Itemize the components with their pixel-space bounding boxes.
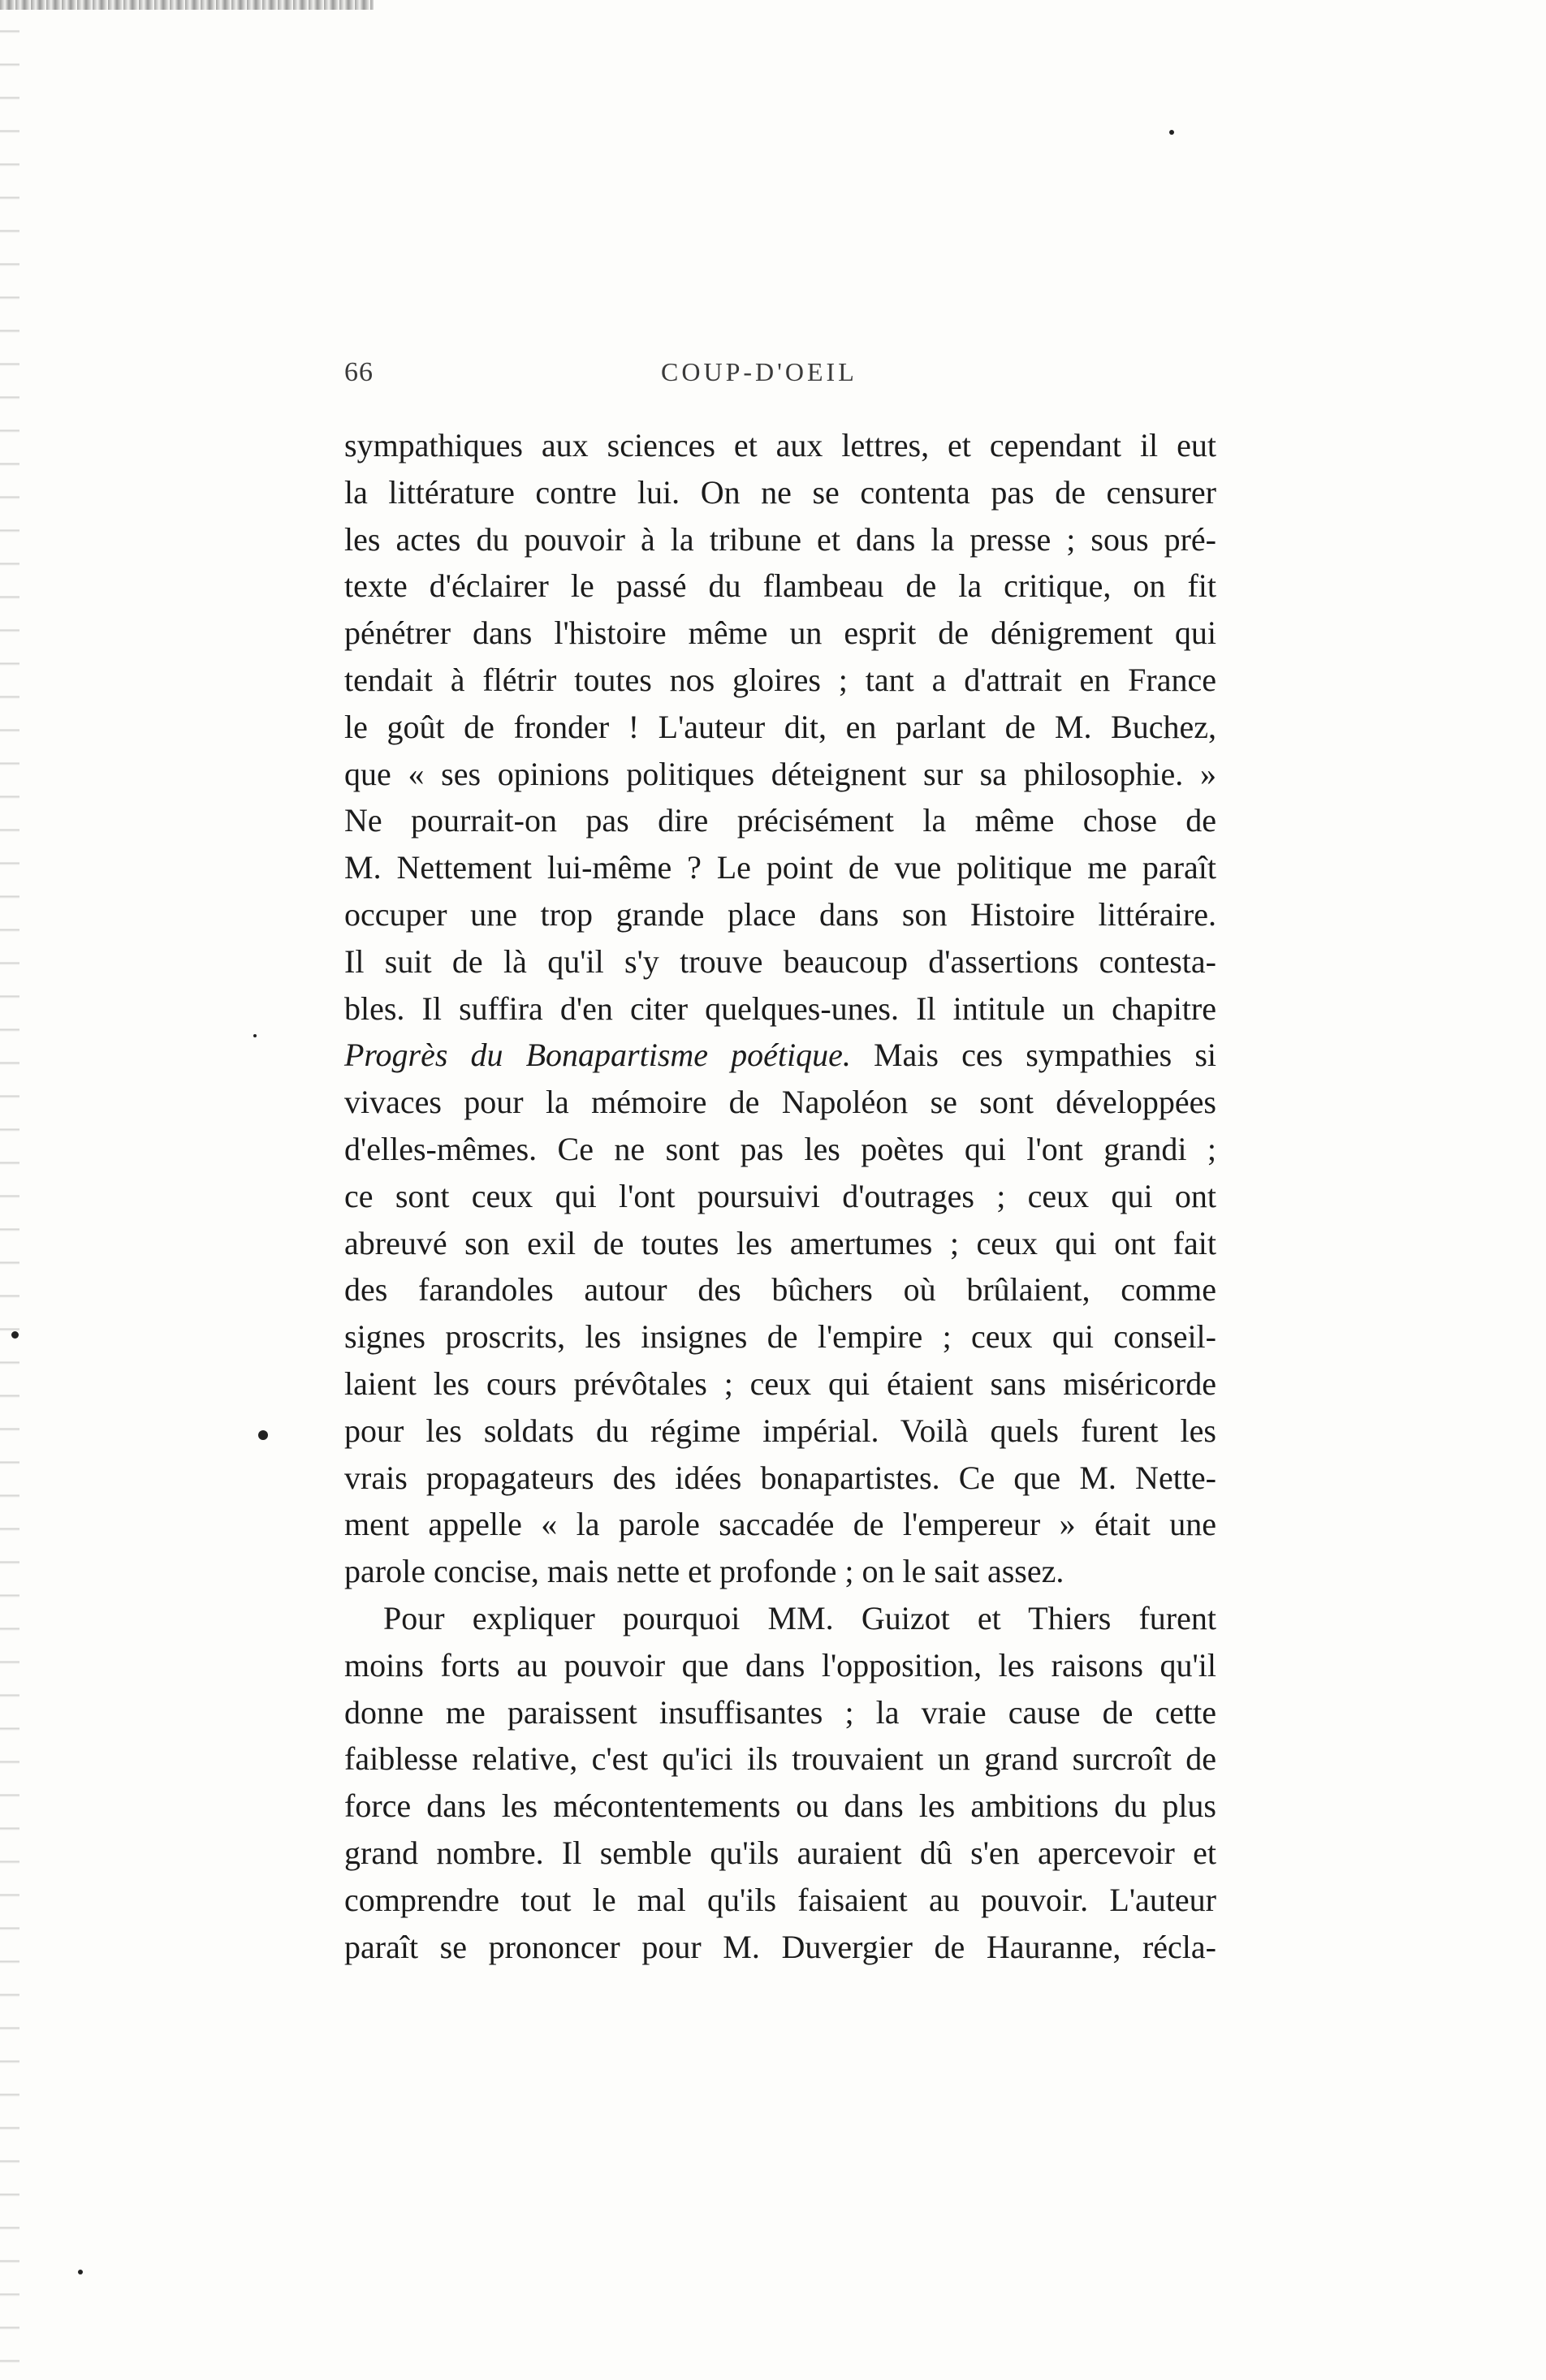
text-line: parole concise, mais nette et profonde ; on le sait assez. [344, 1553, 1064, 1590]
text-line: sympathiques aux sciences et aux lettres, et cependant il eut [344, 427, 1216, 463]
text-line: laient les cours prévôtales ; ceux qui étaient sans miséricorde [344, 1365, 1216, 1402]
text-line: Ne pourrait-on pas dire précisément la même chose de [344, 802, 1216, 839]
text-line: abreuvé son exil de toutes les amertumes ; ceux qui ont fait [344, 1224, 1216, 1261]
text-line: les actes du pouvoir à la tribune et dans la presse ; sous pré- [344, 520, 1216, 558]
text-line: bles. Il suffira d'en citer quelques-unes. Il intitule un chapitre [344, 990, 1216, 1027]
text-line: faiblesse relative, c'est qu'ici ils trouvaient un grand surcroît de [344, 1740, 1216, 1778]
text-line: comprendre tout le mal qu'ils faisaient au pouvoir. L'auteur [344, 1881, 1216, 1918]
text-line: d'elles-mêmes. Ce ne sont pas les poètes qui l'ont grandi ; [344, 1130, 1216, 1167]
ink-speck [253, 1034, 257, 1037]
ink-speck [258, 1430, 268, 1440]
text-line: paraît se prononcer pour M. Duvergier de Hauranne, récla- [344, 1928, 1216, 1965]
text-line: le goût de fronder ! L'auteur dit, en parlant de M. Buchez, [344, 708, 1216, 745]
scan-edge-artifact [0, 0, 374, 10]
text-line: ment appelle « la parole saccadée de l'empereur » était une [344, 1506, 1216, 1543]
ink-speck [11, 1331, 19, 1339]
text-line: force dans les mécontentements ou dans les ambitions du plus [344, 1787, 1216, 1825]
text-line: Pour expliquer pourquoi MM. Guizot et Thiers furent [383, 1599, 1216, 1636]
text-line: la littérature contre lui. On ne se contenta pas de censurer [344, 473, 1216, 511]
text-line: pénétrer dans l'histoire même un esprit de dénigrement qui [344, 614, 1216, 652]
text-line: occuper une trop grande place dans son Histoire littéraire. [344, 895, 1216, 933]
ink-speck [1169, 130, 1174, 135]
text-line: que « ses opinions politiques déteignent sur sa philosophie. » [344, 755, 1216, 792]
text-line: grand nombre. Il semble qu'ils auraient dû s'en apercevoir et [344, 1834, 1216, 1871]
ink-speck [78, 2270, 83, 2274]
running-head: COUP-D'OEIL [661, 357, 857, 386]
body-text [344, 422, 1216, 1970]
text-line: ce sont ceux qui l'ont poursuivi d'outrages ; ceux qui ont [344, 1177, 1216, 1214]
text-line: vrais propagateurs des idées bonapartistes. Ce que M. Nette- [344, 1459, 1216, 1496]
page-number: 66 [344, 357, 374, 387]
text-line: signes proscrits, les insignes de l'empire ; ceux qui conseil- [344, 1318, 1216, 1356]
text-line: Il suit de là qu'il s'y trouve beaucoup d'assertions contesta- [344, 942, 1216, 980]
text-line: donne me paraissent insuffisantes ; la vraie cause de cette [344, 1693, 1216, 1731]
text-line: tendait à flétrir toutes nos gloires ; tant a d'attrait en France [344, 661, 1216, 698]
text-line: moins forts au pouvoir que dans l'opposition, les raisons qu'il [344, 1646, 1216, 1684]
text-line: vivaces pour la mémoire de Napoléon se sont développées [344, 1084, 1216, 1121]
text-line-with-italic-title: Progrès du Bonapartisme poétique. Mais ces sympathies si [344, 1037, 1217, 1074]
chapter-title-italic: Progrès du Bonapartisme poétique. [344, 1037, 851, 1074]
page-header [344, 357, 1216, 406]
text-line: des farandoles autour des bûchers où brûlaient, comme [344, 1271, 1216, 1309]
text-line: M. Nettement lui-même ? Le point de vue politique me paraît [344, 849, 1216, 886]
text-line: pour les soldats du régime impérial. Voilà quels furent les [344, 1412, 1216, 1449]
text-line: texte d'éclairer le passé du flambeau de la critique, on fit [344, 567, 1216, 605]
scan-margin-artifact [0, 0, 19, 2380]
